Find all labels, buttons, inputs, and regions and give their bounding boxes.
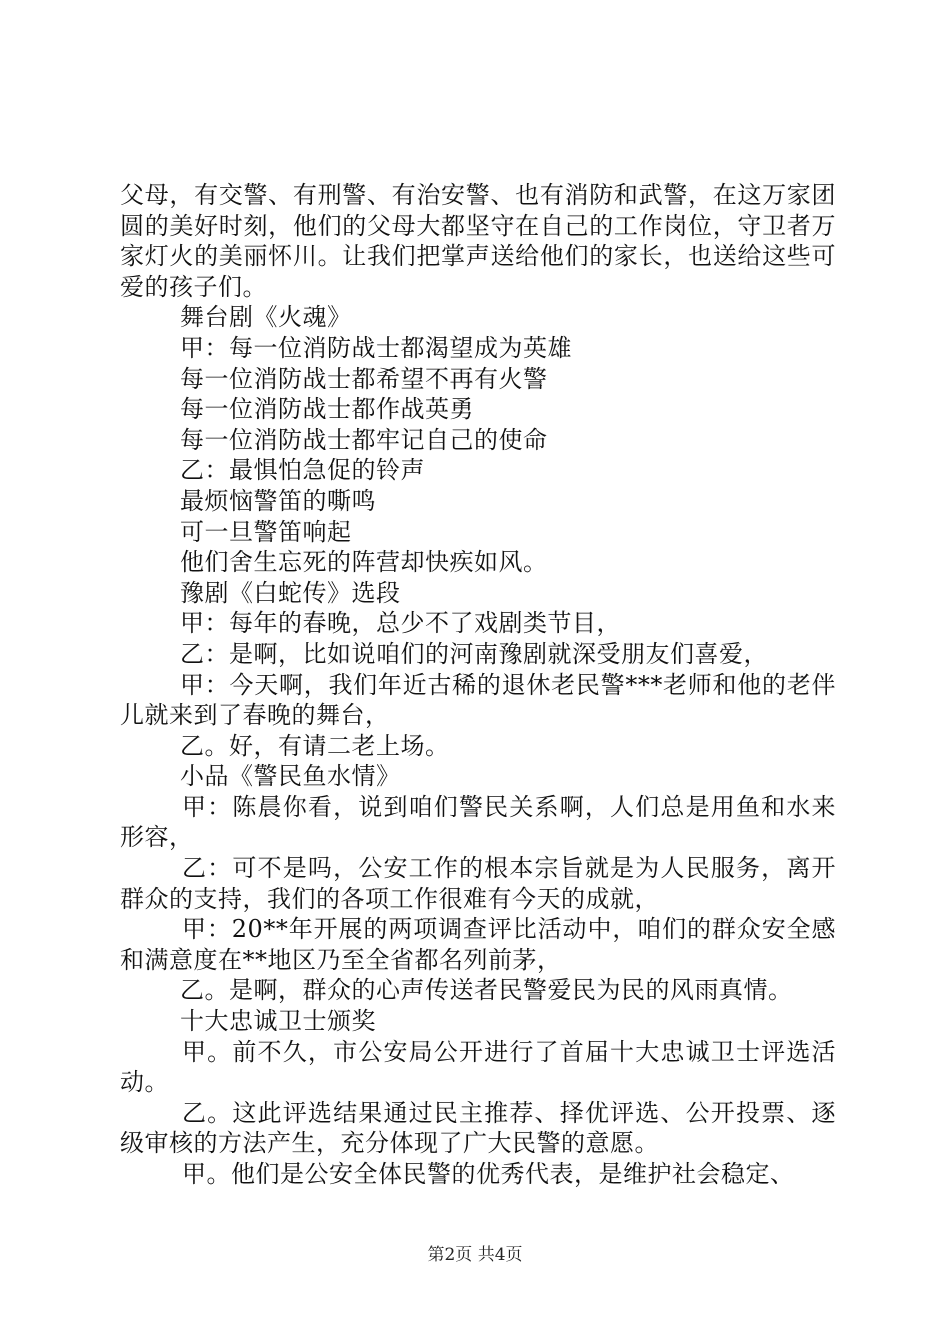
paragraph: 每一位消防战士都希望不再有火警 [180, 364, 548, 393]
paragraph: 乙。是啊，群众的心声传送者民警爱民为民的风雨真情。 [180, 976, 793, 1005]
paragraph: 乙：是啊，比如说咱们的河南豫剧就深受朋友们喜爱， [180, 639, 768, 668]
paragraph: 十大忠诚卫士颁奖 [180, 1007, 376, 1036]
paragraph: 父母，有交警、有刑警、有治安警、也有消防和武警，在这万家团圆的美好时刻，他们的父母大都坚守在自己的工作岗位，守卫者万家灯火的美丽怀川。让我们把掌声送给他们的家长，也送给这些可爱的孩子们。 [120, 181, 836, 301]
paragraph: 他们舍生忘死的阵营却快疾如风。 [180, 548, 548, 577]
paragraph: 甲：20**年开展的两项调查评比活动中，咱们的群众安全感和满意度在**地区乃至全省都名列前茅， [120, 915, 836, 974]
page-number: 第2页 共4页 [427, 1245, 523, 1265]
page-footer [0, 1240, 950, 1265]
paragraph: 甲：每一位消防战士都渴望成为英雄 [180, 333, 572, 362]
paragraph: 甲。前不久，市公安局公开进行了首届十大忠诚卫士评选活动。 [120, 1037, 836, 1097]
paragraph: 舞台剧《火魂》 [180, 303, 352, 332]
paragraph: 甲。他们是公安全体民警的优秀代表，是维护社会稳定、 [182, 1160, 795, 1188]
paragraph: 可一旦警笛响起 [180, 517, 352, 546]
paragraph: 乙：可不是吗，公安工作的根本宗旨就是为人民服务，离开群众的支持，我们的各项工作很难有今天的成就， [120, 854, 836, 913]
paragraph: 乙。好，有请二老上场。 [180, 731, 450, 760]
paragraph: 每一位消防战士都牢记自己的使命 [180, 425, 548, 454]
paragraph: 最烦恼警笛的嘶鸣 [180, 486, 376, 515]
paragraph: 甲：今天啊，我们年近古稀的退休老民警***老师和他的老伴儿就来到了春晚的舞台， [120, 670, 836, 730]
paragraph: 甲：每年的春晚，总少不了戏剧类节目， [180, 609, 621, 638]
document-body [120, 180, 836, 1190]
paragraph: 每一位消防战士都作战英勇 [180, 395, 474, 424]
paragraph: 乙：最惧怕急促的铃声 [180, 456, 425, 485]
paragraph: 甲：陈晨你看，说到咱们警民关系啊，人们总是用鱼和水来形容， [120, 792, 836, 852]
paragraph: 豫剧《白蛇传》选段 [180, 578, 401, 607]
paragraph: 小品《警民鱼水情》 [180, 762, 401, 791]
paragraph: 乙。这此评选结果通过民主推荐、择优评选、公开投票、逐级审核的方法产生，充分体现了广大民警的意愿。 [120, 1098, 836, 1158]
